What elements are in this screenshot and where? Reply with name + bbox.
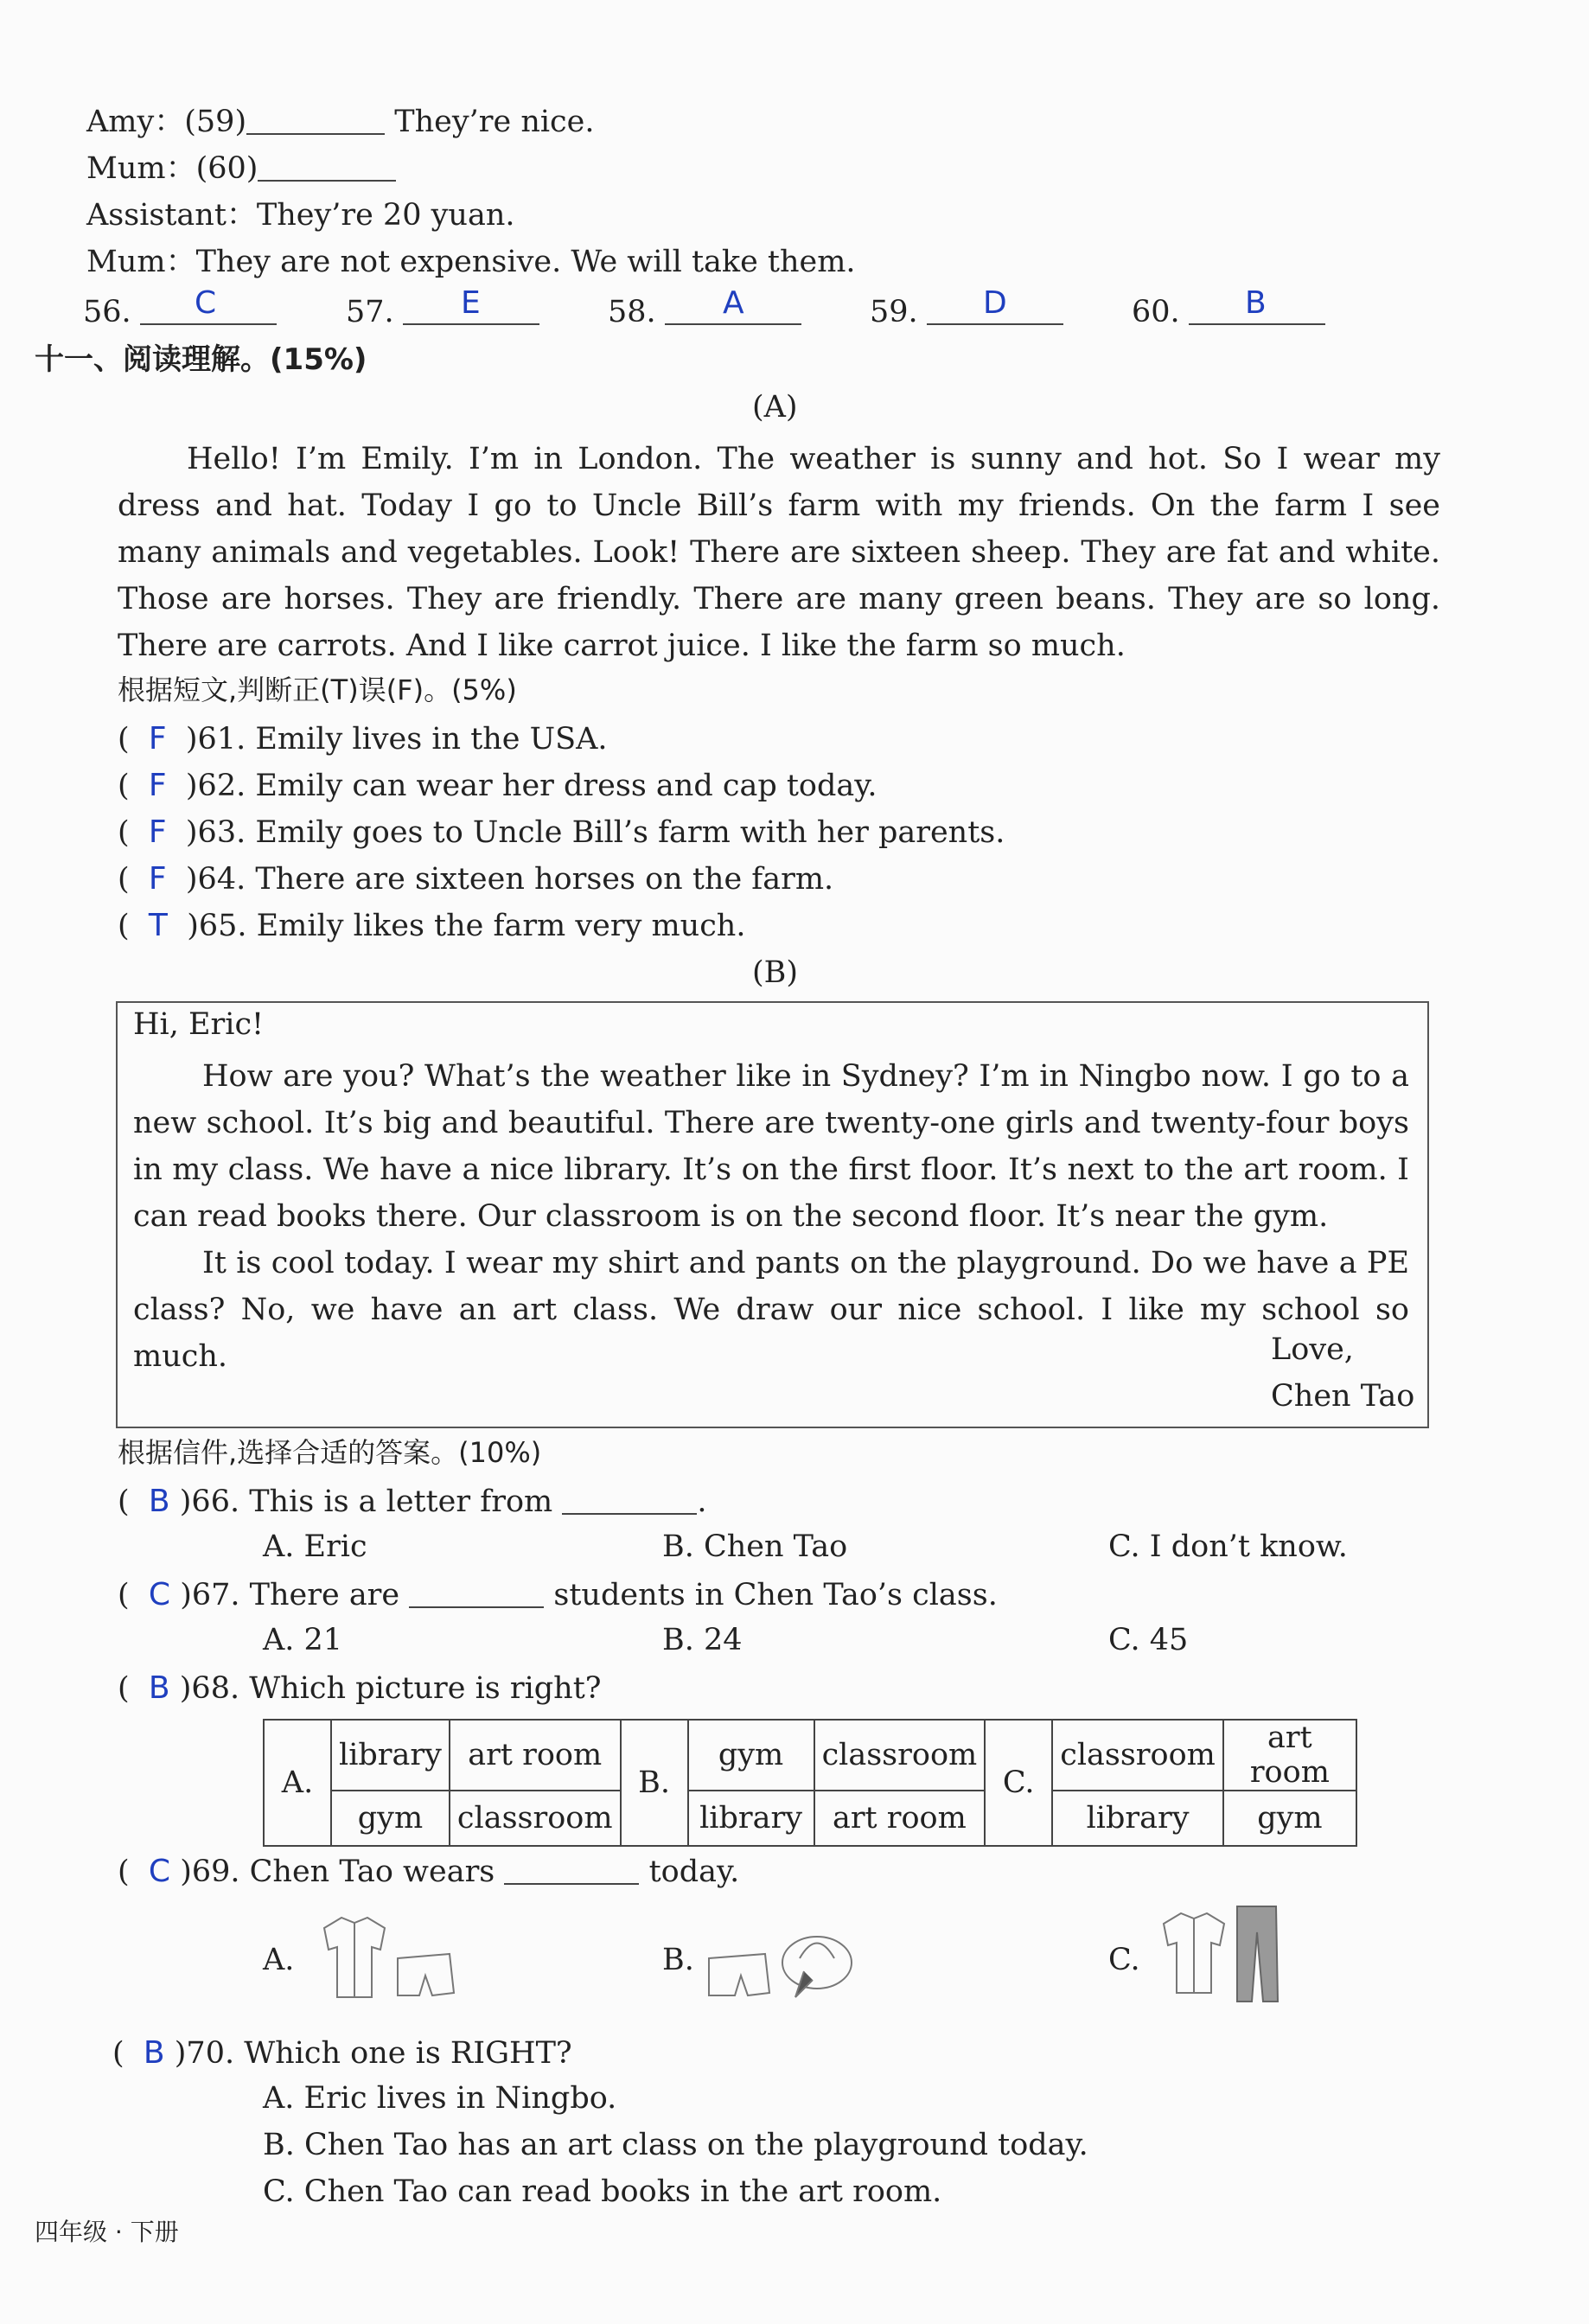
answer-61: F — [148, 721, 167, 757]
letter-paragraph-2: It is cool today. I wear my shirt and pants on the playground. Do we have a PE class? No, we have an art class. We draw our nice school. I like my school so much. — [133, 1246, 1409, 1374]
table-cell: art room — [1223, 1720, 1356, 1791]
answer-62: F — [148, 768, 167, 803]
part-b-instruction: 根据信件,选择合适的答案。(10%) — [118, 1436, 542, 1469]
answer-66: B — [148, 1484, 170, 1519]
answer-63: F — [148, 814, 167, 850]
answer-69: C — [148, 1854, 171, 1889]
option-70-a: A. Eric lives in Ningbo. — [263, 2081, 617, 2116]
table-cell: gym — [688, 1720, 814, 1791]
question-64: ( F )64. There are sixteen horses on the farm. — [118, 861, 834, 897]
table-cell: art room — [814, 1791, 986, 1846]
question-62: ( F )62. Emily can wear her dress and cap today. — [118, 768, 877, 803]
letter-paragraph-1: How are you? What’s the weather like in Sydney? I’m in Ningbo now. I go to a new school. It’s big and beautiful. There are twenty-one girls and twenty-four boys in my class. We have a nice library. It’s on the first floor. It’s next to the art room. I can read books there. Our classroom is on the second floor. It’s near the gym. — [133, 1059, 1409, 1234]
shorts-hat-icon — [705, 1911, 856, 2006]
part-a-passage: Hello! I’m Emily. I’m in London. The weather is sunny and hot. So I wear my dress and hat. Today I go to Uncle Bill’s farm with my friends. On the farm I see many animals and vegetables. Look! There are sixteen sheep. They are fat and white. Those are horses. They are friendly. There are many green beans. They are so long. There are carrots. And I like carrot juice. I like the farm so much. — [118, 442, 1440, 663]
question-65: ( T )65. Emily likes the farm very much. — [118, 908, 746, 943]
option-66-a: A. Eric — [263, 1529, 367, 1564]
letter-closing: Love, — [1271, 1332, 1354, 1367]
table-cell: classroom — [814, 1720, 986, 1791]
fill-answer-60-value: B — [1245, 285, 1267, 321]
fill-answer-58: 58. — [608, 294, 801, 332]
option-70-b: B. Chen Tao has an art class on the playground today. — [263, 2128, 1088, 2162]
answer-67: C — [148, 1577, 171, 1612]
fill-answer-56-value: C — [195, 285, 217, 321]
table-cell: library — [688, 1791, 814, 1846]
option-66-b: B. Chen Tao — [662, 1529, 848, 1564]
table-cell: classroom — [1052, 1720, 1223, 1791]
letter-body — [133, 1053, 1409, 1380]
table-cell: library — [1052, 1791, 1223, 1846]
part-a-label: (A) — [752, 390, 798, 425]
option-67-c: C. 45 — [1108, 1623, 1189, 1657]
table-cell: gym — [1223, 1791, 1356, 1846]
fill-answer-56: 56. — [83, 294, 277, 332]
question-63: ( F )63. Emily goes to Uncle Bill’s farm with her parents. — [118, 814, 1005, 850]
question-66: ( B )66. This is a letter from . — [118, 1484, 707, 1519]
table-cell: gym — [331, 1791, 450, 1846]
option-70-c: C. Chen Tao can read books in the art room. — [263, 2174, 942, 2209]
shirt-shorts-icon — [311, 1911, 458, 2006]
option-67-a: A. 21 — [263, 1623, 343, 1657]
option-69-a: A. — [263, 1943, 295, 1977]
page-footer: 四年级 · 下册 — [35, 2218, 179, 2246]
option-69-b: B. — [662, 1943, 694, 1977]
answer-65: T — [148, 908, 168, 943]
shirt-pants-icon — [1155, 1902, 1285, 2006]
letter-signature: Chen Tao — [1271, 1379, 1415, 1414]
question-70: ( B )70. Which one is RIGHT? — [112, 2035, 572, 2071]
answer-68: B — [148, 1670, 170, 1706]
answer-70: B — [143, 2035, 165, 2071]
table-b-label: B. — [621, 1720, 688, 1846]
option-69-c: C. — [1108, 1943, 1140, 1977]
option-67-b: B. 24 — [662, 1623, 743, 1657]
table-a-label: A. — [264, 1720, 331, 1846]
part-a-instruction: 根据短文,判断正(T)误(F)。(5%) — [118, 674, 517, 706]
rooms-table — [263, 1719, 1357, 1847]
dialogue-line-mum-1: Mum：(60) — [86, 150, 396, 188]
dialogue-line-amy: Amy：(59) They’re nice. — [86, 105, 595, 139]
fill-answer-59: 59. — [870, 294, 1063, 332]
fill-answer-60: 60. — [1132, 294, 1325, 332]
question-69: ( C )69. Chen Tao wears today. — [118, 1854, 740, 1889]
section-title: 十一、阅读理解。(15%) — [35, 342, 367, 377]
question-61: ( F )61. Emily lives in the USA. — [118, 721, 608, 757]
table-cell: library — [331, 1720, 450, 1791]
dialogue-line-assistant: Assistant：They’re 20 yuan. — [86, 198, 515, 233]
answer-64: F — [148, 861, 167, 897]
fill-answer-59-value: D — [983, 285, 1007, 321]
letter-greeting: Hi, Eric! — [133, 1007, 265, 1042]
option-66-c: C. I don’t know. — [1108, 1529, 1348, 1564]
fill-answer-58-value: A — [723, 285, 744, 321]
fill-answer-57: 57. — [346, 294, 539, 332]
table-cell: classroom — [450, 1791, 621, 1846]
fill-answer-57-value: E — [461, 285, 481, 321]
question-67: ( C )67. There are students in Chen Tao’s class. — [118, 1577, 998, 1612]
table-cell: art room — [450, 1720, 621, 1791]
part-b-label: (B) — [752, 955, 799, 990]
table-c-label: C. — [985, 1720, 1052, 1846]
dialogue-line-mum-2: Mum：They are not expensive. We will take them. — [86, 245, 856, 279]
question-68: ( B )68. Which picture is right? — [118, 1670, 602, 1706]
